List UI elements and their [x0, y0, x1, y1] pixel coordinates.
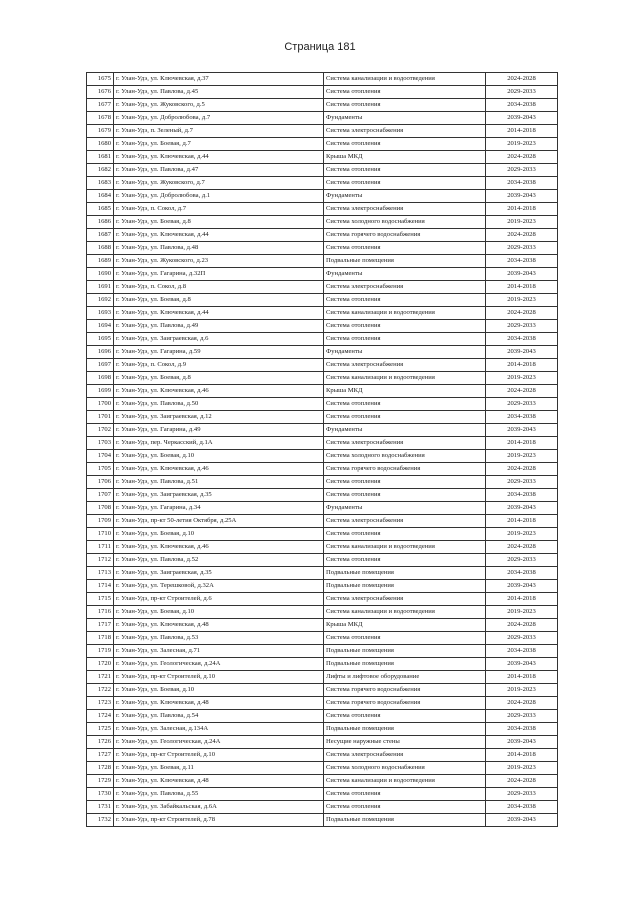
row-number-cell: 1687 — [87, 229, 114, 242]
period-cell: 2014-2018 — [486, 749, 558, 762]
row-number-cell: 1720 — [87, 658, 114, 671]
address-cell: г. Улан-Удэ, ул. Боевая, д.8 — [114, 216, 324, 229]
address-cell: г. Улан-Удэ, ул. Боевая, д.8 — [114, 294, 324, 307]
system-cell: Подвальные помещения — [324, 645, 486, 658]
period-cell: 2024-2028 — [486, 307, 558, 320]
period-cell: 2029-2033 — [486, 164, 558, 177]
period-cell: 2014-2018 — [486, 359, 558, 372]
page-title: Страница 181 — [284, 41, 356, 53]
table-row — [87, 151, 558, 164]
row-number-cell: 1715 — [87, 593, 114, 606]
period-cell: 2024-2028 — [486, 541, 558, 554]
table-row — [87, 73, 558, 86]
table-row — [87, 554, 558, 567]
address-cell: г. Улан-Удэ, ул. Боевая, д.8 — [114, 372, 324, 385]
row-number-cell: 1728 — [87, 762, 114, 775]
system-cell: Система отопления — [324, 489, 486, 502]
system-cell: Система электроснабжения — [324, 515, 486, 528]
address-cell: г. Улан-Удэ, ул. Ключевская, д.46 — [114, 463, 324, 476]
table-row — [87, 255, 558, 268]
period-cell: 2024-2028 — [486, 151, 558, 164]
system-cell: Система отопления — [324, 788, 486, 801]
system-cell: Система отопления — [324, 99, 486, 112]
system-cell: Система электроснабжения — [324, 125, 486, 138]
table-row — [87, 749, 558, 762]
address-cell: г. Улан-Удэ, п. Зеленый, д.7 — [114, 125, 324, 138]
table-row — [87, 502, 558, 515]
system-cell: Система электроснабжения — [324, 203, 486, 216]
table-row — [87, 632, 558, 645]
table-row — [87, 372, 558, 385]
period-cell: 2039-2043 — [486, 112, 558, 125]
period-cell: 2019-2023 — [486, 606, 558, 619]
address-cell: г. Улан-Удэ, ул. Павлова, д.49 — [114, 320, 324, 333]
row-number-cell: 1694 — [87, 320, 114, 333]
address-cell: г. Улан-Удэ, ул. Ключевская, д.48 — [114, 775, 324, 788]
system-cell: Система канализации и водоотведения — [324, 606, 486, 619]
table-row — [87, 697, 558, 710]
table-row — [87, 346, 558, 359]
system-cell: Система холодного водоснабжения — [324, 762, 486, 775]
address-cell: г. Улан-Удэ, ул. Заиграевская, д.12 — [114, 411, 324, 424]
row-number-cell: 1709 — [87, 515, 114, 528]
row-number-cell: 1697 — [87, 359, 114, 372]
system-cell: Подвальные помещения — [324, 580, 486, 593]
table-row — [87, 450, 558, 463]
address-cell: г. Улан-Удэ, ул. Ключевская, д.44 — [114, 151, 324, 164]
row-number-cell: 1717 — [87, 619, 114, 632]
row-number-cell: 1701 — [87, 411, 114, 424]
table-row — [87, 762, 558, 775]
period-cell: 2019-2023 — [486, 372, 558, 385]
table-row — [87, 307, 558, 320]
address-cell: г. Улан-Удэ, ул. Ключевская, д.44 — [114, 307, 324, 320]
row-number-cell: 1680 — [87, 138, 114, 151]
table-row — [87, 606, 558, 619]
table-row — [87, 385, 558, 398]
period-cell: 2034-2038 — [486, 645, 558, 658]
system-cell: Подвальные помещения — [324, 255, 486, 268]
table-row — [87, 658, 558, 671]
period-cell: 2014-2018 — [486, 281, 558, 294]
address-cell: г. Улан-Удэ, п. Сокол, д.8 — [114, 281, 324, 294]
table-row — [87, 177, 558, 190]
table-row — [87, 710, 558, 723]
period-cell: 2014-2018 — [486, 593, 558, 606]
period-cell: 2024-2028 — [486, 229, 558, 242]
system-cell: Система отопления — [324, 164, 486, 177]
period-cell: 2014-2018 — [486, 203, 558, 216]
row-number-cell: 1727 — [87, 749, 114, 762]
period-cell: 2029-2033 — [486, 632, 558, 645]
row-number-cell: 1684 — [87, 190, 114, 203]
address-cell: г. Улан-Удэ, ул. Заиграевская, д.35 — [114, 567, 324, 580]
system-cell: Система горячего водоснабжения — [324, 229, 486, 242]
system-cell: Система канализации и водоотведения — [324, 73, 486, 86]
table-row — [87, 671, 558, 684]
row-number-cell: 1681 — [87, 151, 114, 164]
address-cell: г. Улан-Удэ, ул. Боевая, д.10 — [114, 450, 324, 463]
table-row — [87, 567, 558, 580]
table-row — [87, 619, 558, 632]
row-number-cell: 1679 — [87, 125, 114, 138]
address-cell: г. Улан-Удэ, ул. Жуковского, д.23 — [114, 255, 324, 268]
address-cell: г. Улан-Удэ, ул. Добролюбова, д.7 — [114, 112, 324, 125]
table-row — [87, 268, 558, 281]
address-cell: г. Улан-Удэ, ул. Заиграевская, д.6 — [114, 333, 324, 346]
period-cell: 2039-2043 — [486, 580, 558, 593]
table-row — [87, 112, 558, 125]
address-cell: г. Улан-Удэ, п. Сокол, д.9 — [114, 359, 324, 372]
address-cell: г. Улан-Удэ, пер. Черкасский, д.1А — [114, 437, 324, 450]
table-row — [87, 541, 558, 554]
system-cell: Система отопления — [324, 86, 486, 99]
table-row — [87, 398, 558, 411]
system-cell: Фундаменты — [324, 346, 486, 359]
period-cell: 2019-2023 — [486, 450, 558, 463]
row-number-cell: 1675 — [87, 73, 114, 86]
period-cell: 2014-2018 — [486, 671, 558, 684]
system-cell: Система отопления — [324, 411, 486, 424]
period-cell: 2039-2043 — [486, 814, 558, 827]
row-number-cell: 1729 — [87, 775, 114, 788]
system-cell: Система отопления — [324, 320, 486, 333]
row-number-cell: 1723 — [87, 697, 114, 710]
registry-table — [86, 72, 558, 827]
address-cell: г. Улан-Удэ, ул. Ключевская, д.46 — [114, 541, 324, 554]
table-row — [87, 593, 558, 606]
table-row — [87, 723, 558, 736]
table-row — [87, 645, 558, 658]
period-cell: 2024-2028 — [486, 619, 558, 632]
address-cell: г. Улан-Удэ, пр-кт Строителей, д.78 — [114, 814, 324, 827]
period-cell: 2039-2043 — [486, 502, 558, 515]
system-cell: Фундаменты — [324, 502, 486, 515]
system-cell: Фундаменты — [324, 268, 486, 281]
system-cell: Система отопления — [324, 476, 486, 489]
system-cell: Система холодного водоснабжения — [324, 450, 486, 463]
table-row — [87, 333, 558, 346]
table-row — [87, 190, 558, 203]
row-number-cell: 1714 — [87, 580, 114, 593]
address-cell: г. Улан-Удэ, ул. Павлова, д.50 — [114, 398, 324, 411]
row-number-cell: 1706 — [87, 476, 114, 489]
system-cell: Фундаменты — [324, 424, 486, 437]
table-row — [87, 489, 558, 502]
period-cell: 2029-2033 — [486, 320, 558, 333]
table-row — [87, 138, 558, 151]
address-cell: г. Улан-Удэ, ул. Добролюбова, д.1 — [114, 190, 324, 203]
period-cell: 2034-2038 — [486, 567, 558, 580]
period-cell: 2014-2018 — [486, 437, 558, 450]
system-cell: Фундаменты — [324, 112, 486, 125]
address-cell: г. Улан-Удэ, ул. Ключевская, д.44 — [114, 229, 324, 242]
table-row — [87, 424, 558, 437]
table-row — [87, 476, 558, 489]
table-row — [87, 788, 558, 801]
period-cell: 2034-2038 — [486, 177, 558, 190]
address-cell: г. Улан-Удэ, ул. Павлова, д.52 — [114, 554, 324, 567]
system-cell: Несущие наружные стены — [324, 736, 486, 749]
period-cell: 2029-2033 — [486, 476, 558, 489]
address-cell: г. Улан-Удэ, ул. Ключевская, д.48 — [114, 697, 324, 710]
system-cell: Система отопления — [324, 528, 486, 541]
row-number-cell: 1689 — [87, 255, 114, 268]
table-row — [87, 411, 558, 424]
table-row — [87, 320, 558, 333]
address-cell: г. Улан-Удэ, ул. Гагарина, д.49 — [114, 424, 324, 437]
system-cell: Система отопления — [324, 294, 486, 307]
period-cell: 2029-2033 — [486, 554, 558, 567]
row-number-cell: 1682 — [87, 164, 114, 177]
system-cell: Подвальные помещения — [324, 567, 486, 580]
table-row — [87, 229, 558, 242]
address-cell: г. Улан-Удэ, ул. Залесная, д.134А — [114, 723, 324, 736]
period-cell: 2019-2023 — [486, 138, 558, 151]
address-cell: г. Улан-Удэ, п. Сокол, д.7 — [114, 203, 324, 216]
address-cell: г. Улан-Удэ, ул. Залесная, д.71 — [114, 645, 324, 658]
system-cell: Система отопления — [324, 242, 486, 255]
row-number-cell: 1724 — [87, 710, 114, 723]
table-row — [87, 99, 558, 112]
address-cell: г. Улан-Удэ, ул. Жуковского, д.7 — [114, 177, 324, 190]
period-cell: 2019-2023 — [486, 216, 558, 229]
period-cell: 2034-2038 — [486, 489, 558, 502]
system-cell: Фундаменты — [324, 190, 486, 203]
table-row — [87, 814, 558, 827]
table-row — [87, 216, 558, 229]
address-cell: г. Улан-Удэ, ул. Гагарина, д.59 — [114, 346, 324, 359]
system-cell: Система горячего водоснабжения — [324, 463, 486, 476]
period-cell: 2039-2043 — [486, 424, 558, 437]
table-row — [87, 86, 558, 99]
address-cell: г. Улан-Удэ, ул. Жуковского, д.5 — [114, 99, 324, 112]
period-cell: 2039-2043 — [486, 268, 558, 281]
system-cell: Система горячего водоснабжения — [324, 697, 486, 710]
table-row — [87, 164, 558, 177]
table-row — [87, 775, 558, 788]
row-number-cell: 1695 — [87, 333, 114, 346]
system-cell: Крыша МКД — [324, 151, 486, 164]
row-number-cell: 1693 — [87, 307, 114, 320]
row-number-cell: 1708 — [87, 502, 114, 515]
period-cell: 2019-2023 — [486, 294, 558, 307]
row-number-cell: 1702 — [87, 424, 114, 437]
row-number-cell: 1722 — [87, 684, 114, 697]
system-cell: Крыша МКД — [324, 619, 486, 632]
table-row — [87, 684, 558, 697]
period-cell: 2034-2038 — [486, 255, 558, 268]
table-row — [87, 515, 558, 528]
system-cell: Система отопления — [324, 138, 486, 151]
address-cell: г. Улан-Удэ, ул. Павлова, д.48 — [114, 242, 324, 255]
address-cell: г. Улан-Удэ, ул. Геологическая, д.24А — [114, 658, 324, 671]
period-cell: 2034-2038 — [486, 801, 558, 814]
row-number-cell: 1688 — [87, 242, 114, 255]
system-cell: Система отопления — [324, 398, 486, 411]
period-cell: 2014-2018 — [486, 515, 558, 528]
period-cell: 2024-2028 — [486, 73, 558, 86]
row-number-cell: 1685 — [87, 203, 114, 216]
row-number-cell: 1731 — [87, 801, 114, 814]
table-row — [87, 203, 558, 216]
table-row — [87, 580, 558, 593]
row-number-cell: 1686 — [87, 216, 114, 229]
row-number-cell: 1678 — [87, 112, 114, 125]
table-row — [87, 242, 558, 255]
row-number-cell: 1698 — [87, 372, 114, 385]
address-cell: г. Улан-Удэ, ул. Гагарина, д.32П — [114, 268, 324, 281]
system-cell: Крыша МКД — [324, 385, 486, 398]
period-cell: 2019-2023 — [486, 528, 558, 541]
period-cell: 2029-2033 — [486, 398, 558, 411]
system-cell: Система холодного водоснабжения — [324, 216, 486, 229]
row-number-cell: 1692 — [87, 294, 114, 307]
period-cell: 2039-2043 — [486, 190, 558, 203]
address-cell: г. Улан-Удэ, ул. Ключевская, д.48 — [114, 619, 324, 632]
system-cell: Система отопления — [324, 333, 486, 346]
system-cell: Система электроснабжения — [324, 281, 486, 294]
address-cell: г. Улан-Удэ, ул. Терешковой, д.32А — [114, 580, 324, 593]
row-number-cell: 1700 — [87, 398, 114, 411]
address-cell: г. Улан-Удэ, пр-кт Строителей, д.10 — [114, 749, 324, 762]
system-cell: Система отопления — [324, 801, 486, 814]
period-cell: 2039-2043 — [486, 736, 558, 749]
row-number-cell: 1691 — [87, 281, 114, 294]
row-number-cell: 1725 — [87, 723, 114, 736]
row-number-cell: 1690 — [87, 268, 114, 281]
period-cell: 2034-2038 — [486, 333, 558, 346]
system-cell: Система отопления — [324, 632, 486, 645]
address-cell: г. Улан-Удэ, пр-кт 50-летия Октября, д.25А — [114, 515, 324, 528]
address-cell: г. Улан-Удэ, ул. Павлова, д.53 — [114, 632, 324, 645]
system-cell: Система канализации и водоотведения — [324, 307, 486, 320]
period-cell: 2024-2028 — [486, 385, 558, 398]
row-number-cell: 1713 — [87, 567, 114, 580]
table-row — [87, 528, 558, 541]
system-cell: Подвальные помещения — [324, 658, 486, 671]
period-cell: 2024-2028 — [486, 697, 558, 710]
period-cell: 2029-2033 — [486, 710, 558, 723]
period-cell: 2029-2033 — [486, 788, 558, 801]
row-number-cell: 1711 — [87, 541, 114, 554]
row-number-cell: 1721 — [87, 671, 114, 684]
period-cell: 2029-2033 — [486, 242, 558, 255]
row-number-cell: 1732 — [87, 814, 114, 827]
system-cell: Система электроснабжения — [324, 593, 486, 606]
period-cell: 2034-2038 — [486, 99, 558, 112]
table-body — [87, 73, 558, 827]
address-cell: г. Улан-Удэ, ул. Павлова, д.54 — [114, 710, 324, 723]
period-cell: 2019-2023 — [486, 762, 558, 775]
system-cell: Система электроснабжения — [324, 749, 486, 762]
row-number-cell: 1683 — [87, 177, 114, 190]
table-row — [87, 281, 558, 294]
row-number-cell: 1676 — [87, 86, 114, 99]
row-number-cell: 1703 — [87, 437, 114, 450]
address-cell: г. Улан-Удэ, ул. Забайкальская, д.6А — [114, 801, 324, 814]
table-row — [87, 463, 558, 476]
period-cell: 2034-2038 — [486, 723, 558, 736]
address-cell: г. Улан-Удэ, ул. Павлова, д.55 — [114, 788, 324, 801]
row-number-cell: 1677 — [87, 99, 114, 112]
system-cell: Система электроснабжения — [324, 437, 486, 450]
address-cell: г. Улан-Удэ, ул. Геологическая, д.24А — [114, 736, 324, 749]
system-cell: Система канализации и водоотведения — [324, 372, 486, 385]
row-number-cell: 1705 — [87, 463, 114, 476]
row-number-cell: 1707 — [87, 489, 114, 502]
address-cell: г. Улан-Удэ, ул. Ключевская, д.37 — [114, 73, 324, 86]
period-cell: 2024-2028 — [486, 463, 558, 476]
address-cell: г. Улан-Удэ, ул. Павлова, д.51 — [114, 476, 324, 489]
address-cell: г. Улан-Удэ, ул. Заиграевская, д.35 — [114, 489, 324, 502]
period-cell: 2024-2028 — [486, 775, 558, 788]
table-row — [87, 294, 558, 307]
system-cell: Система канализации и водоотведения — [324, 775, 486, 788]
address-cell: г. Улан-Удэ, ул. Боевая, д.11 — [114, 762, 324, 775]
row-number-cell: 1716 — [87, 606, 114, 619]
row-number-cell: 1696 — [87, 346, 114, 359]
address-cell: г. Улан-Удэ, ул. Боевая, д.10 — [114, 528, 324, 541]
address-cell: г. Улан-Удэ, ул. Боевая, д.10 — [114, 684, 324, 697]
row-number-cell: 1719 — [87, 645, 114, 658]
period-cell: 2034-2038 — [486, 411, 558, 424]
period-cell: 2039-2043 — [486, 346, 558, 359]
table-row — [87, 801, 558, 814]
address-cell: г. Улан-Удэ, пр-кт Строителей, д.6 — [114, 593, 324, 606]
system-cell: Система электроснабжения — [324, 359, 486, 372]
period-cell: 2029-2033 — [486, 86, 558, 99]
row-number-cell: 1730 — [87, 788, 114, 801]
address-cell: г. Улан-Удэ, пр-кт Строителей, д.10 — [114, 671, 324, 684]
system-cell: Система отопления — [324, 710, 486, 723]
address-cell: г. Улан-Удэ, ул. Павлова, д.47 — [114, 164, 324, 177]
period-cell: 2039-2043 — [486, 658, 558, 671]
system-cell: Система горячего водоснабжения — [324, 684, 486, 697]
table-row — [87, 359, 558, 372]
address-cell: г. Улан-Удэ, ул. Ключевская, д.46 — [114, 385, 324, 398]
row-number-cell: 1726 — [87, 736, 114, 749]
period-cell: 2019-2023 — [486, 684, 558, 697]
row-number-cell: 1704 — [87, 450, 114, 463]
table-row — [87, 125, 558, 138]
period-cell: 2014-2018 — [486, 125, 558, 138]
address-cell: г. Улан-Удэ, ул. Гагарина, д.34 — [114, 502, 324, 515]
address-cell: г. Улан-Удэ, ул. Боевая, д.10 — [114, 606, 324, 619]
system-cell: Лифты и лифтовое оборудование — [324, 671, 486, 684]
table-row — [87, 736, 558, 749]
row-number-cell: 1710 — [87, 528, 114, 541]
system-cell: Система отопления — [324, 554, 486, 567]
system-cell: Подвальные помещения — [324, 723, 486, 736]
row-number-cell: 1718 — [87, 632, 114, 645]
system-cell: Система канализации и водоотведения — [324, 541, 486, 554]
table-row — [87, 437, 558, 450]
row-number-cell: 1712 — [87, 554, 114, 567]
system-cell: Система отопления — [324, 177, 486, 190]
address-cell: г. Улан-Удэ, ул. Павлова, д.45 — [114, 86, 324, 99]
system-cell: Подвальные помещения — [324, 814, 486, 827]
row-number-cell: 1699 — [87, 385, 114, 398]
address-cell: г. Улан-Удэ, ул. Боевая, д.7 — [114, 138, 324, 151]
